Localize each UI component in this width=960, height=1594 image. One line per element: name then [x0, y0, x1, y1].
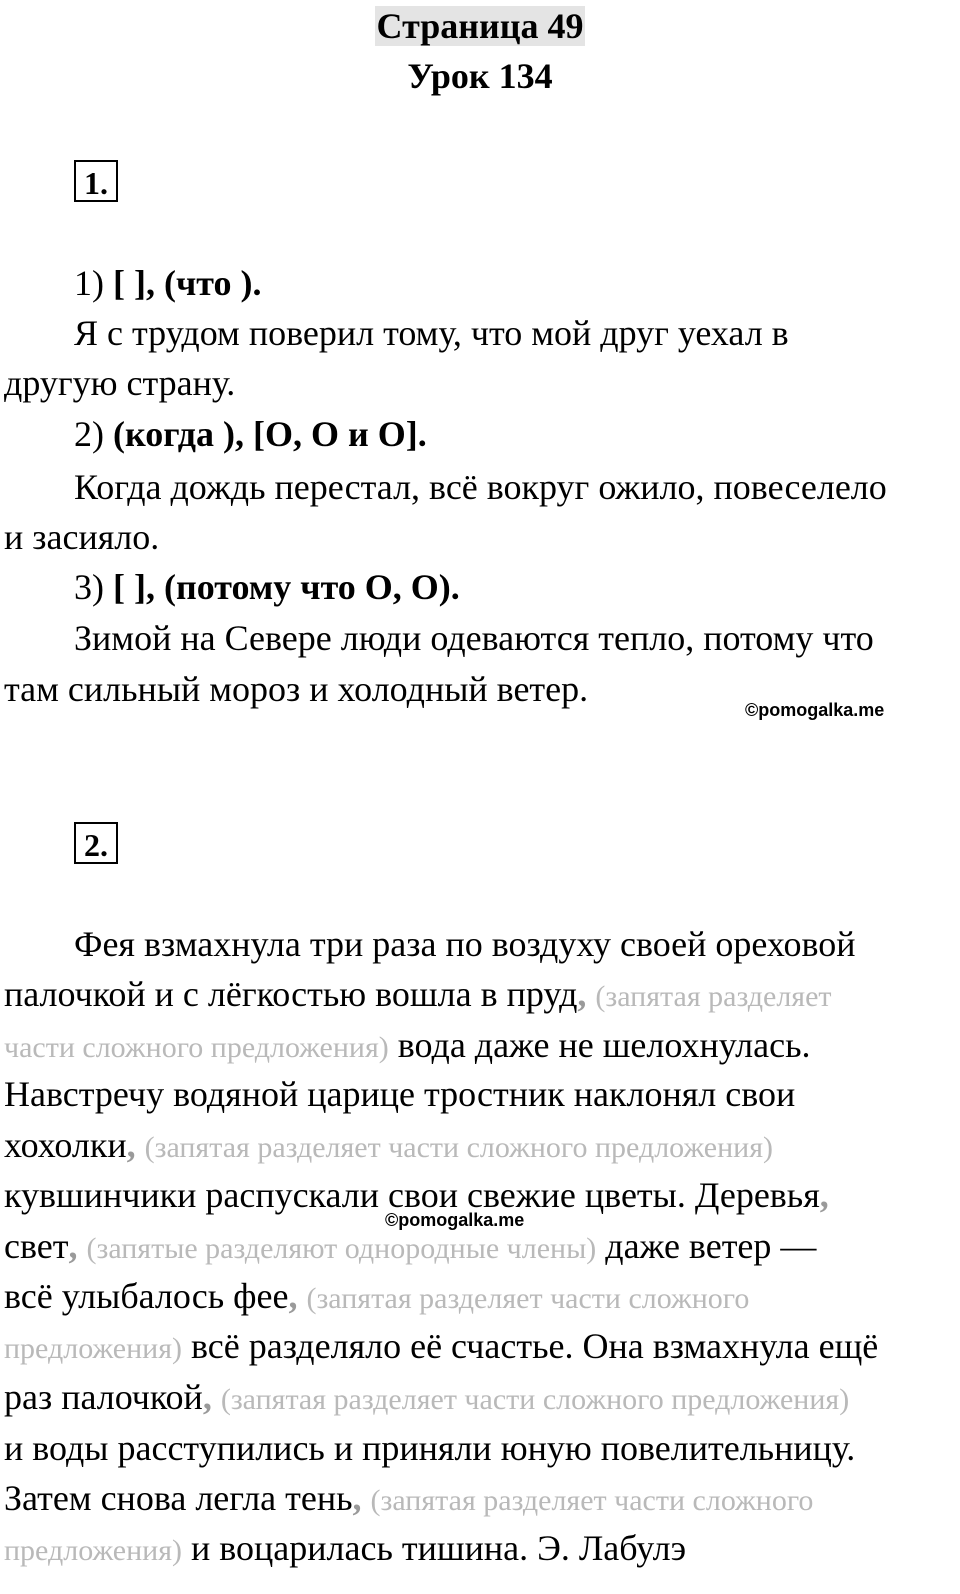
watermark-2: ©pomogalka.me [385, 1210, 525, 1230]
task-1-item-1-schema: 1) [ ], (что ). [74, 263, 262, 303]
task-2-line-12: Затем снова легла тень, (запятая разделяет части сложного [4, 1478, 814, 1518]
task-1-number: 1. [74, 160, 118, 202]
task-2-line-5: хохолки, (запятая разделяет части сложного предложения) [4, 1125, 773, 1165]
task-2-line-3: части сложного предложения) вода даже не шелохнулась. [4, 1025, 811, 1065]
task-2-line-11: и воды расступились и приняли юную повелительницу. [4, 1428, 856, 1468]
task-1-item-3-sentence-line-2: там сильный мороз и холодный ветер. [4, 669, 589, 709]
lesson-title: Урок 134 [407, 56, 553, 96]
watermark: ©pomogalka.me [745, 700, 885, 720]
task-2-line-8: всё улыбалось фее, (запятая разделяет части сложного [4, 1276, 750, 1316]
task-1-item-1-sentence-line-1: Я с трудом поверил тому, что мой друг уехал в [74, 313, 789, 353]
task-2-line-1: Фея взмахнула три раза по воздуху своей ореховой [74, 924, 856, 964]
task-1-item-1-sentence-line-2: другую страну. [4, 363, 236, 403]
task-2-line-6: кувшинчики распускали свои свежие цветы. Деревья, [4, 1175, 829, 1215]
task-1-item-2-schema: 2) (когда ), [О, О и О]. [74, 414, 427, 454]
task-2-line-10: раз палочкой, (запятая разделяет части сложного предложения) [4, 1377, 850, 1417]
task-2-line-4: Навстречу водяной царице тростник наклонял свои [4, 1074, 796, 1114]
task-2-line-9: предложения) всё разделяло её счастье. Она взмахнула ещё [4, 1326, 879, 1366]
task-2-line-7: свет, (запятые разделяют однородные члены) даже ветер — [4, 1226, 817, 1266]
task-2-line-2: палочкой и с лёгкостью вошла в пруд, (запятая разделяет [4, 974, 832, 1014]
page-title: Страница 49 [376, 6, 584, 46]
task-1-item-3-schema: 3) [ ], (потому что О, О). [74, 567, 460, 607]
task-1-item-2-sentence-line-2: и засияло. [4, 517, 160, 557]
task-2-line-13: предложения) и воцарилась тишина. Э. Лабулэ [4, 1528, 687, 1568]
task-1-item-2-sentence-line-1: Когда дождь перестал, всё вокруг ожило, повеселело [74, 467, 887, 507]
task-1-item-3-sentence-line-1: Зимой на Севере люди одеваются тепло, потому что [74, 618, 874, 658]
task-2-number: 2. [74, 822, 118, 864]
